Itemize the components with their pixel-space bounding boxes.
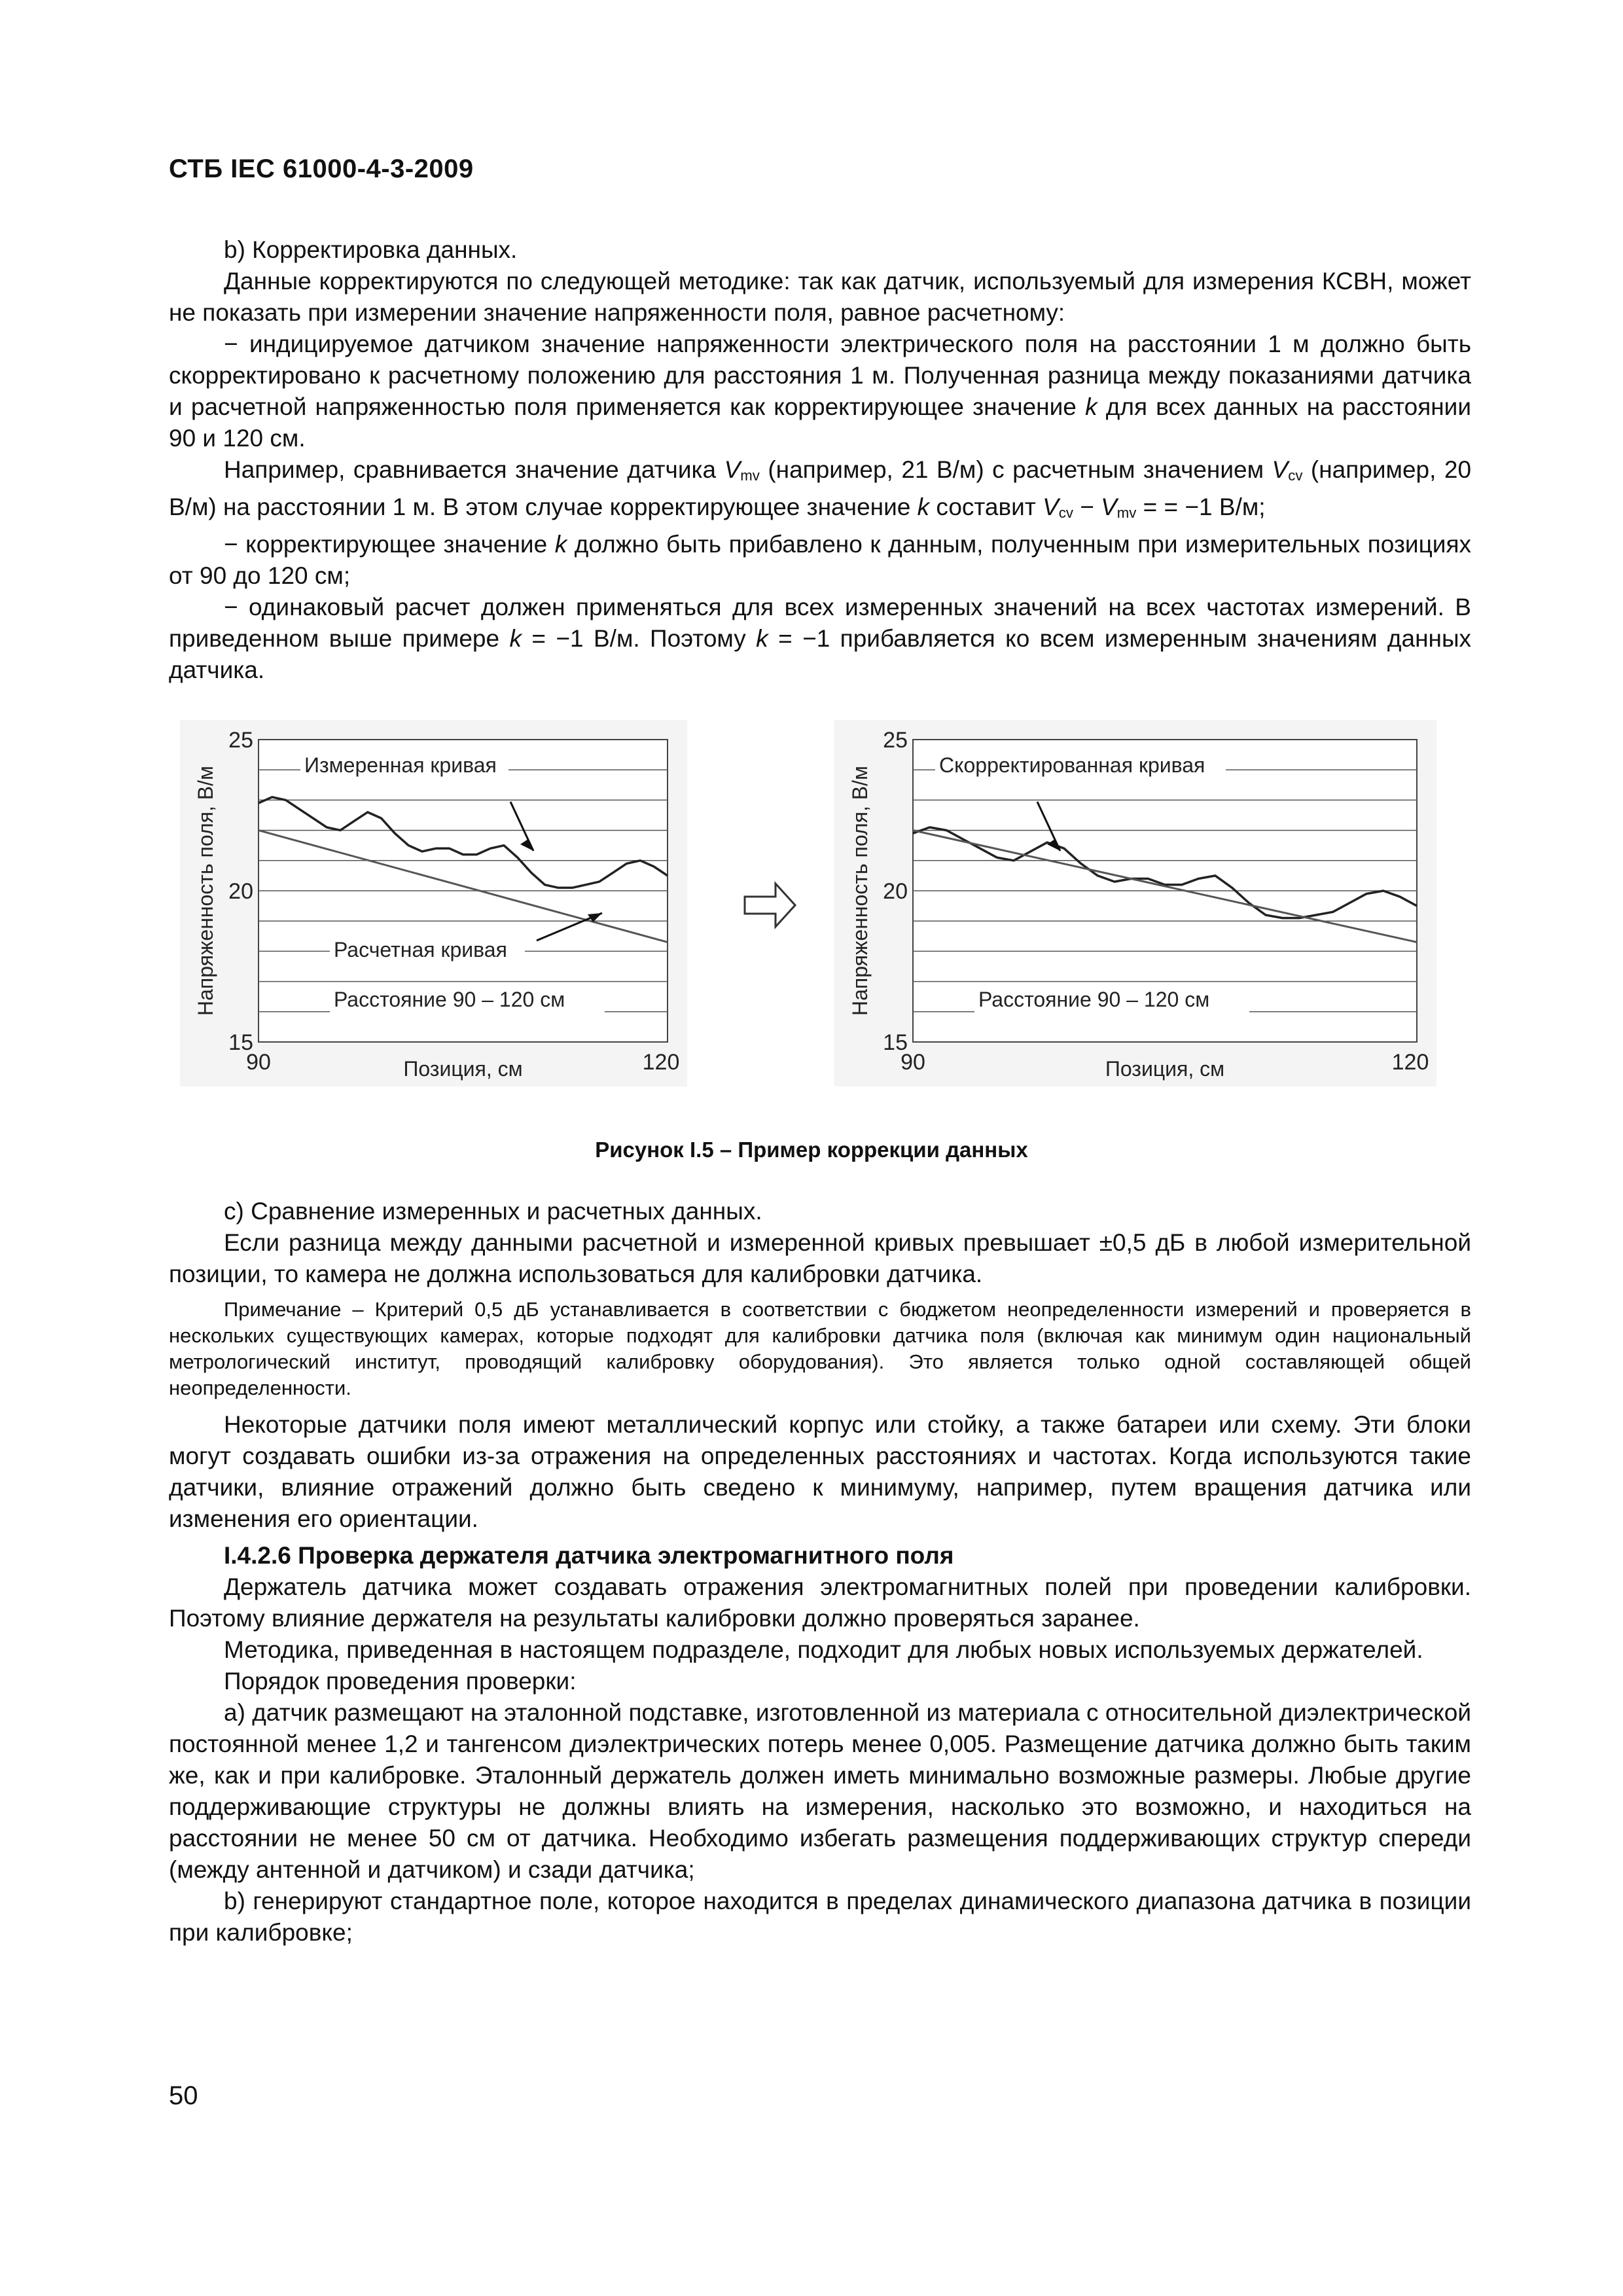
- figure-caption: Рисунок I.5 – Пример коррекции данных: [595, 1138, 1028, 1162]
- paragraph: Некоторые датчики поля имеют металлический корпус или стойку, а также батареи или схему. Эти блоки могут создавать ошибки из-за отражения на определенных расстояниях и частотах. Когда используются такие датчики, влияние отражений должно быть сведено к минимуму, например, путем вращения датчика или изменения его ориентации.: [169, 1411, 1471, 1532]
- paragraph: Методика, приведенная в настоящем подразделе, подходит для любых новых используемых держателей.: [224, 1636, 1423, 1663]
- page-number: 50: [169, 2081, 198, 2110]
- section-heading: I.4.2.6 Проверка держателя датчика электромагнитного поля: [224, 1542, 954, 1569]
- section-c-title: c) Сравнение измеренных и расчетных данных.: [224, 1198, 762, 1225]
- x-axis-label: Позиция, см: [403, 1057, 523, 1081]
- y-tick-label: 25: [228, 728, 253, 753]
- annotation-label: Расстояние 90 – 120 см: [978, 988, 1210, 1011]
- y-tick-label: 15: [228, 1030, 253, 1055]
- paragraph: Держатель датчика может создавать отражения электромагнитных полей при проведении калибровки. Поэтому влияние держателя на результаты калибровки должно проверяться заранее.: [169, 1573, 1471, 1632]
- paragraph: b) генерируют стандартное поле, которое находится в пределах динамического диапазона датчика в позиции при калибровке;: [169, 1888, 1471, 1946]
- paragraph: a) датчик размещают на эталонной подставке, изготовленной из материала с относительной диэлектрической постоянной менее 1,2 и тангенсом диэлектрических потерь менее 0,005. Размещение датчика должно быть таким же, как и при калибровке. Эталонный держатель должен иметь минимально возможные размеры. Любые другие поддерживающие структуры не должны влиять на измерения, насколько это возможно, и находиться на расстоянии не менее 50 см от датчика. Необходимо избегать размещения поддерживающих структур спереди (между антенной и датчиком) и сзади датчика;: [169, 1699, 1471, 1883]
- x-tick-label: 120: [642, 1050, 680, 1075]
- annotation-label: Расстояние 90 – 120 см: [334, 988, 565, 1011]
- paragraph: − индицируемое датчиком значение напряженности электрического поля на расстоянии 1 м должно быть скорректировано к расчетному положению для расстояния 1 м. Полученная разница между показаниями датчика и расчетной напряженностью поля применяется как корректирующее значение k для всех данных на расстоянии 90 и 120 см.: [169, 331, 1471, 452]
- y-tick-label: 25: [883, 728, 908, 753]
- section-b-title: b) Корректировка данных.: [224, 236, 518, 263]
- paragraph: Например, сравнивается значение датчика $V_{mv}$ (например, 21 В/м) с расчетным значением $V_{cv}$ (например, 20 В/м) на расстоянии 1 м. В этом случае корректирующее значение k составит $V_{cv} - V_{mv}$ = = −1 В/м;: [169, 456, 1472, 521]
- paragraph: − одинаковый расчет должен применяться для всех измеренных значений на всех частотах измерений. В приведенном выше примере k = −1 В/м. Поэтому k = −1 прибавляется ко всем измеренным значениям данных датчика.: [169, 594, 1472, 683]
- paragraph: Порядок проведения проверки:: [224, 1668, 577, 1695]
- chart-corrected: [834, 720, 1436, 1086]
- text-block-bottom: [169, 1196, 1471, 1948]
- x-axis-label: Позиция, см: [1105, 1057, 1225, 1081]
- document-header: СТБ IEC 61000-4-3-2009: [169, 154, 474, 183]
- x-tick-label: 120: [1391, 1050, 1429, 1075]
- chart-measured: [180, 720, 687, 1086]
- paragraph: Если разница между данными расчетной и измеренной кривых превышает ±0,5 дБ в любой измерительной позиции, то камера не должна использоваться для калибровки датчика.: [169, 1229, 1471, 1287]
- note-text: Примечание – Критерий 0,5 дБ устанавливается в соответствии с бюджетом неопределенности измерений и проверяется в нескольких существующих камерах, которые подходят для калибровки датчика поля (включая как минимум один национальный метрологический институт, проводящий калибровку оборудования). Это является только одной составляющей общей неопределенности.: [169, 1298, 1471, 1399]
- annotation-label: Скорректированная кривая: [939, 753, 1205, 777]
- y-tick-label: 15: [883, 1030, 908, 1055]
- x-tick-label: 90: [901, 1050, 925, 1075]
- y-tick-label: 20: [883, 879, 908, 904]
- y-axis-label: Напряженность поля, В/м: [194, 766, 217, 1016]
- text-block-top: [169, 234, 1471, 686]
- annotation-label: Измеренная кривая: [304, 753, 497, 777]
- annotation-label: Расчетная кривая: [334, 938, 507, 961]
- y-axis-label: Напряженность поля, В/м: [848, 766, 872, 1016]
- note: [169, 1297, 1471, 1401]
- y-tick-label: 20: [228, 879, 253, 904]
- paragraph: Данные корректируются по следующей методике: так как датчик, используемый для измерения КСВН, может не показать при измерении значение напряженности поля, равное расчетному:: [169, 268, 1471, 326]
- paragraph: − корректирующее значение k должно быть прибавлено к данным, полученным при измерительных позициях от 90 до 120 см;: [169, 531, 1471, 589]
- figure-i5: [164, 720, 1472, 1113]
- x-tick-label: 90: [246, 1050, 271, 1075]
